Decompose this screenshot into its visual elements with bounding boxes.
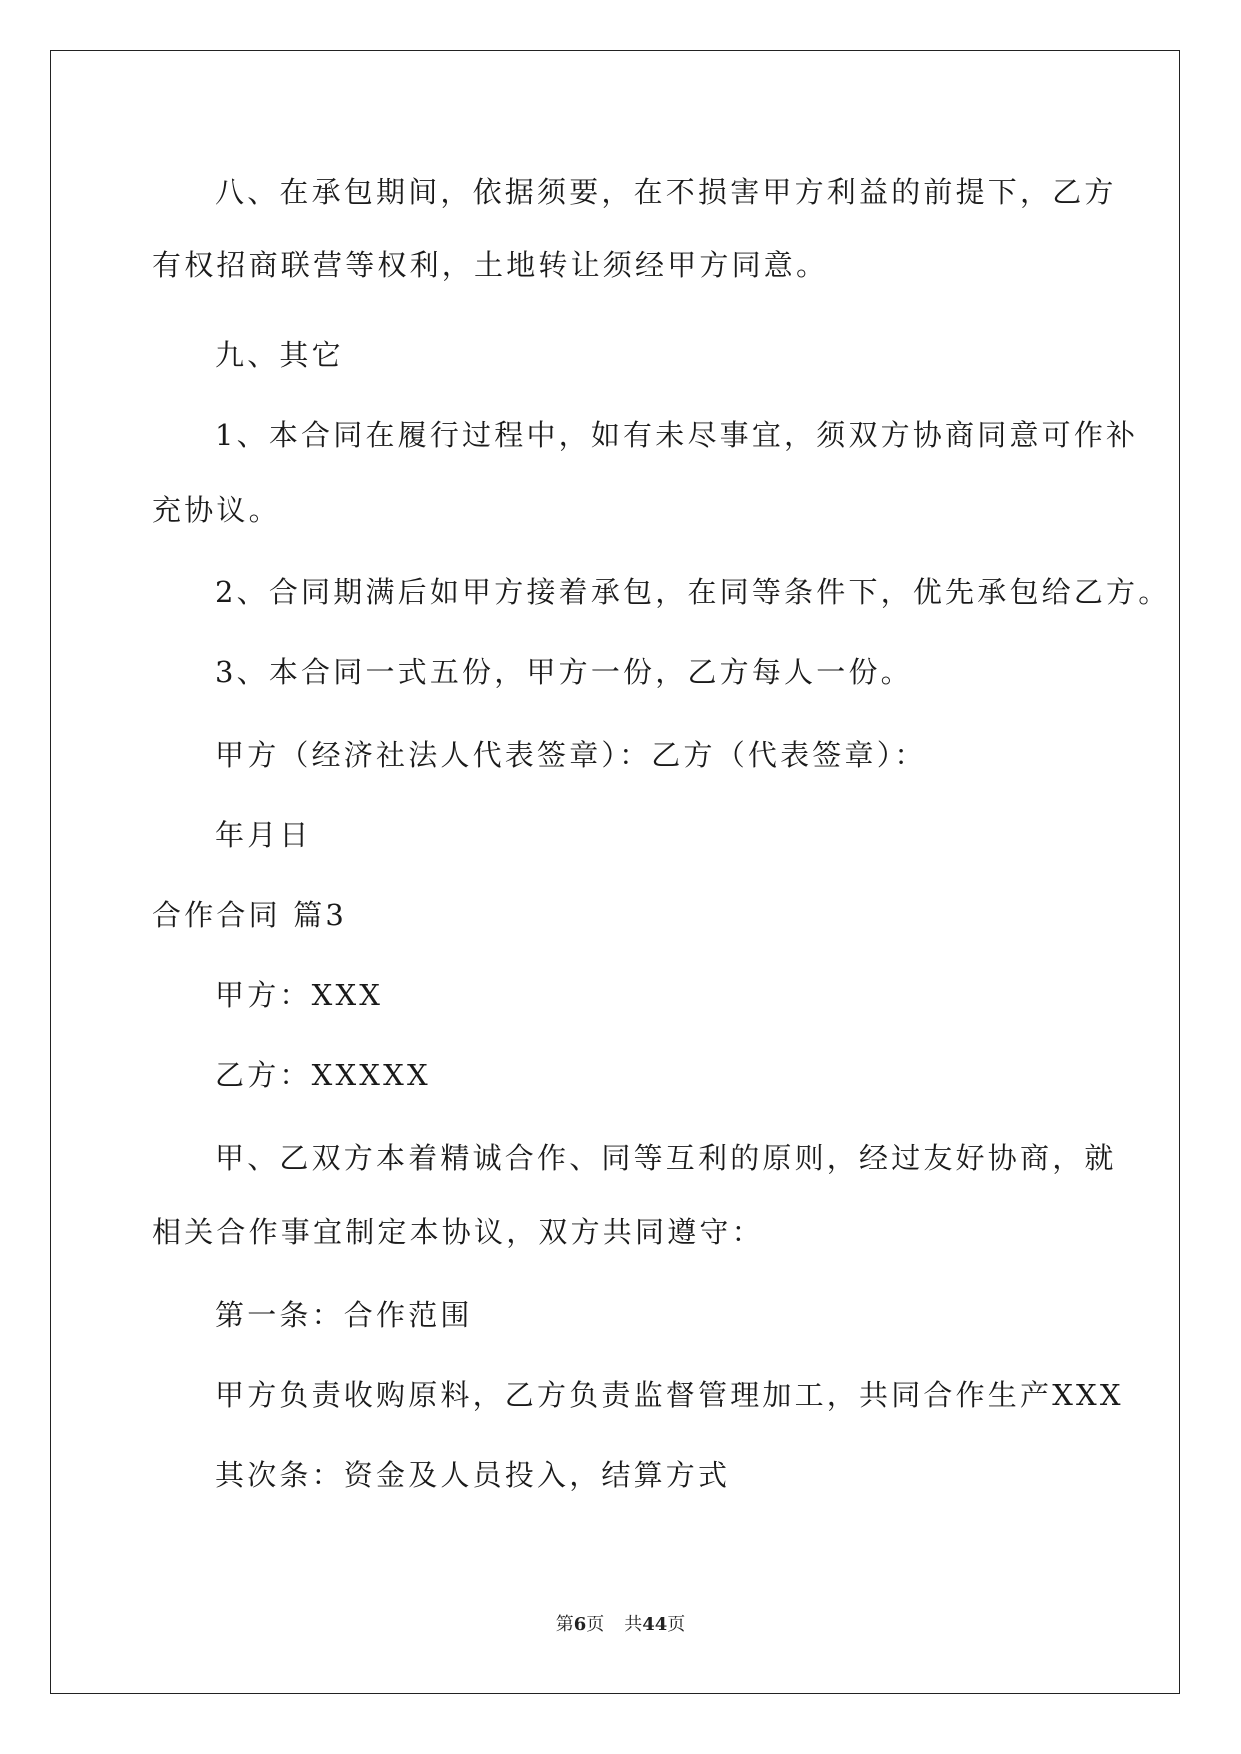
total-suffix: 页 bbox=[667, 1614, 686, 1635]
party-b-line: 乙方：XXXXX bbox=[215, 1058, 431, 1092]
paragraph-line: 3、本合同一式五份，甲方一份，乙方每人一份。 bbox=[215, 655, 913, 689]
paragraph-line: 充协议。 bbox=[152, 493, 281, 527]
page-prefix: 第 bbox=[555, 1614, 574, 1635]
article-heading: 第一条：合作范围 bbox=[215, 1298, 473, 1332]
party-a-line: 甲方：XXX bbox=[215, 978, 384, 1012]
section-heading: 九、其它 bbox=[215, 338, 344, 372]
paragraph-line: 甲、乙双方本着精诚合作、同等互利的原则，经过友好协商，就 bbox=[215, 1141, 1117, 1175]
paragraph-line: 八、在承包期间，依据须要，在不损害甲方利益的前提下，乙方 bbox=[215, 175, 1117, 209]
paragraph-line: 相关合作事宜制定本协议，双方共同遵守： bbox=[152, 1215, 764, 1249]
paragraph-line: 甲方负责收购原料，乙方负责监督管理加工，共同合作生产XXX bbox=[215, 1378, 1124, 1412]
total-pages: 44 bbox=[642, 1614, 668, 1635]
page-border bbox=[50, 50, 1180, 1694]
article-heading: 其次条：资金及人员投入，结算方式 bbox=[215, 1458, 731, 1492]
total-prefix: 共 bbox=[624, 1614, 643, 1635]
paragraph-line: 1、本合同在履行过程中，如有未尽事宜，须双方协商同意可作补 bbox=[215, 418, 1139, 452]
page-number: 6 bbox=[573, 1614, 587, 1635]
paragraph-line: 2、合同期满后如甲方接着承包，在同等条件下，优先承包给乙方。 bbox=[215, 575, 1171, 609]
page-footer bbox=[0, 1613, 1241, 1637]
page-suffix: 页 bbox=[586, 1614, 605, 1635]
date-line: 年月日 bbox=[215, 818, 312, 852]
contract-title: 合作合同 篇3 bbox=[152, 898, 348, 932]
signature-line: 甲方（经济社法人代表签章）：乙方（代表签章）： bbox=[215, 738, 927, 772]
paragraph-line: 有权招商联营等权利，土地转让须经甲方同意。 bbox=[152, 248, 829, 282]
